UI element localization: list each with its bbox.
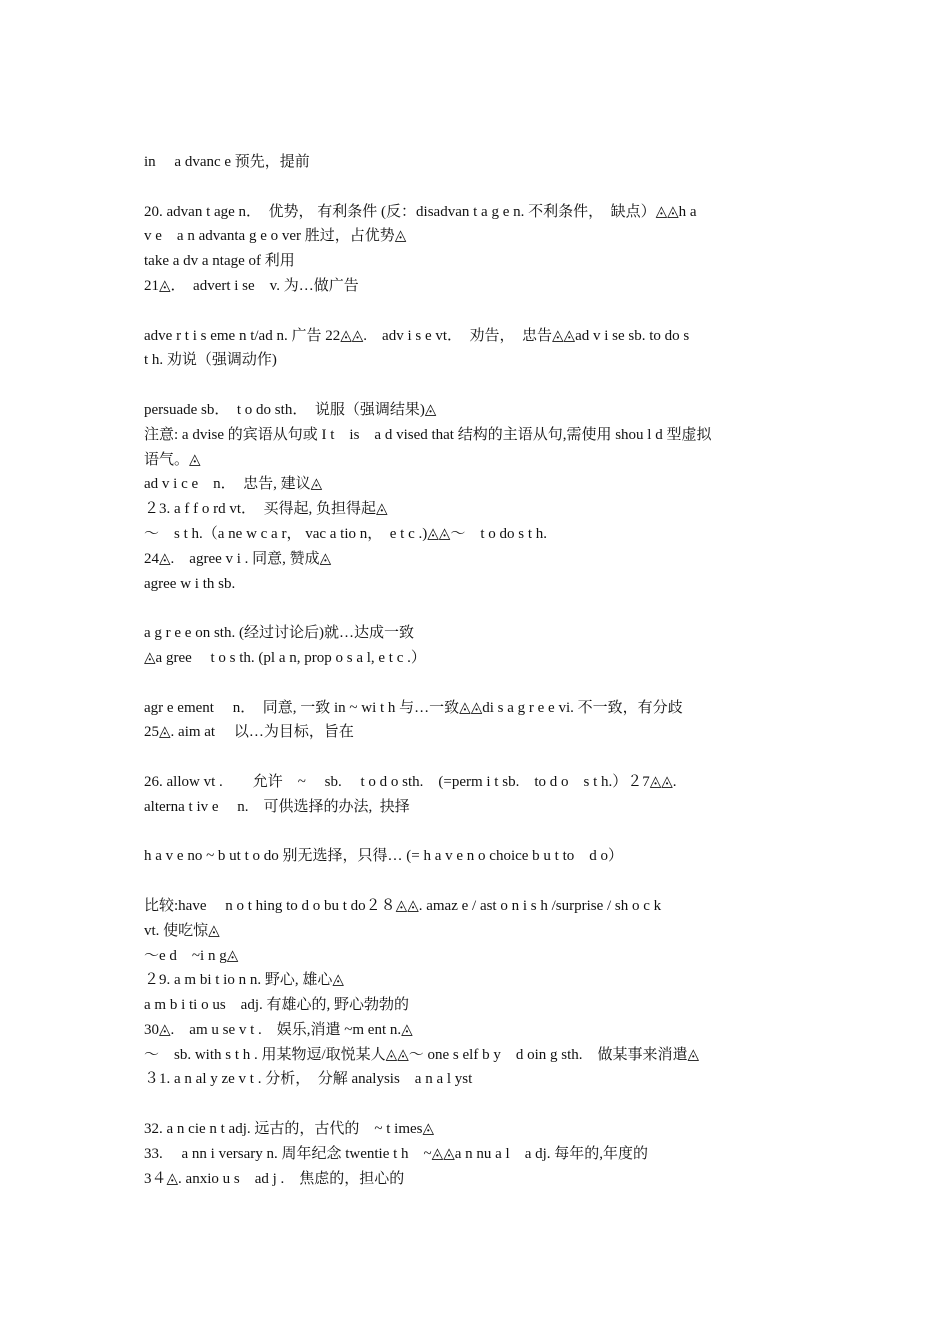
text-line: a g r e e on sth. (经过讨论后)就…达成一致 [144,625,414,642]
text-line: 26. allow vt . 允许 ~ sb. t o d o sth. (=perm i t sb. to d o s t h.）２7◬◬. [144,773,677,790]
text-line: t h. 劝说（强调动作) [144,352,277,369]
text-line: ad v i c e n． 忠告, 建议◬ [144,476,323,493]
text-line: agr e ement n． 同意, 一致 in ~ wi t h 与…一致◬◬di s a g r e e vi. 不一致，有分歧 [144,699,683,716]
text-line: 30◬. am u se v t . 娱乐,消遣 ~m ent n.◬ [144,1021,413,1038]
blank-line [144,373,816,398]
text-line: ～ s t h.（a ne w c a r， vac a tio n， e t c .)◬◬～ t o do s t h. [144,525,547,542]
text-line: 语气。◬ [144,451,201,468]
blank-line [144,1092,816,1117]
text-line: 24◬. agree v i . 同意, 赞成◬ [144,550,332,567]
text-line: ２3. a f f o rd vt． 买得起, 负担得起◬ [144,501,388,518]
text-line: ◬a gree t o s th. (pl a n, prop o s a l, e t c .） [144,649,426,666]
text-line: v e a n advanta g e o ver 胜过，占优势◬ [144,228,407,245]
blank-line [144,175,816,200]
text-line: 3４◬. anxio u s ad j . 焦虑的，担心的 [144,1170,405,1187]
text-line: 注意: a dvise 的宾语从句或 I t is a d vised that 结构的主语从句,需使用 shou l d 型虚拟 [144,426,712,443]
blank-line [144,869,816,894]
blank-line [144,596,816,621]
blank-line [144,745,816,770]
text-line: alterna t iv e n. 可供选择的办法, 抉择 [144,798,410,815]
text-line: h a v e no ~ b ut t o do 别无选择，只得… (= h a v e n o choice b u t to d o） [144,848,624,865]
text-line: ３1. a n al y ze v t . 分析， 分解 analysis a n a l yst [144,1071,473,1088]
document-page [144,150,816,1191]
text-line: persuade sb． t o do sth． 说服（强调结果)◬ [144,401,437,418]
text-line: vt. 使吃惊◬ [144,922,220,939]
text-line: in a dvanc e 预先，提前 [144,154,310,170]
text-line: ～ sb. with s t h . 用某物逗/取悦某人◬◬～ one s elf b y d oin g sth. 做某事来消遣◬ [144,1046,700,1063]
text-line: agree w i th sb. [144,575,236,592]
text-line: ２9. a m bi t io n n. 野心, 雄心◬ [144,972,344,989]
text-line: ～e d ~i n g◬ [144,947,239,964]
text-line: 33. a nn i versary n. 周年纪念 twentie t h ~◬◬a n nu a l a dj. 每年的,年度的 [144,1145,649,1162]
text-line: 21◬． advert i se v. 为…做广告 [144,277,359,294]
text-line: 20. advan t age n． 优势， 有利条件 (反：disadvan t a g e n. 不利条件， 缺点）◬◬h a [144,203,697,220]
text-line: 25◬. aim at 以…为目标，旨在 [144,724,354,741]
blank-line [144,671,816,696]
text-line: 32. a n cie n t adj. 远古的，古代的 ~ t imes◬ [144,1121,435,1138]
text-line: a m b i ti o us adj. 有雄心的, 野心勃勃的 [144,997,409,1014]
blank-line [144,820,816,845]
blank-line [144,299,816,324]
text-line: adve r t i s eme n t/ad n. 广告 22◬◬. adv i s e vt． 劝告， 忠告◬◬ad v i se sb. to do s [144,327,690,344]
text-line: 比较:have n o t hing to d o bu t do２８◬◬. amaz e / ast o n i s h /surprise / sh o c k [144,897,662,914]
text-line: take a dv a ntage of 利用 [144,253,295,270]
